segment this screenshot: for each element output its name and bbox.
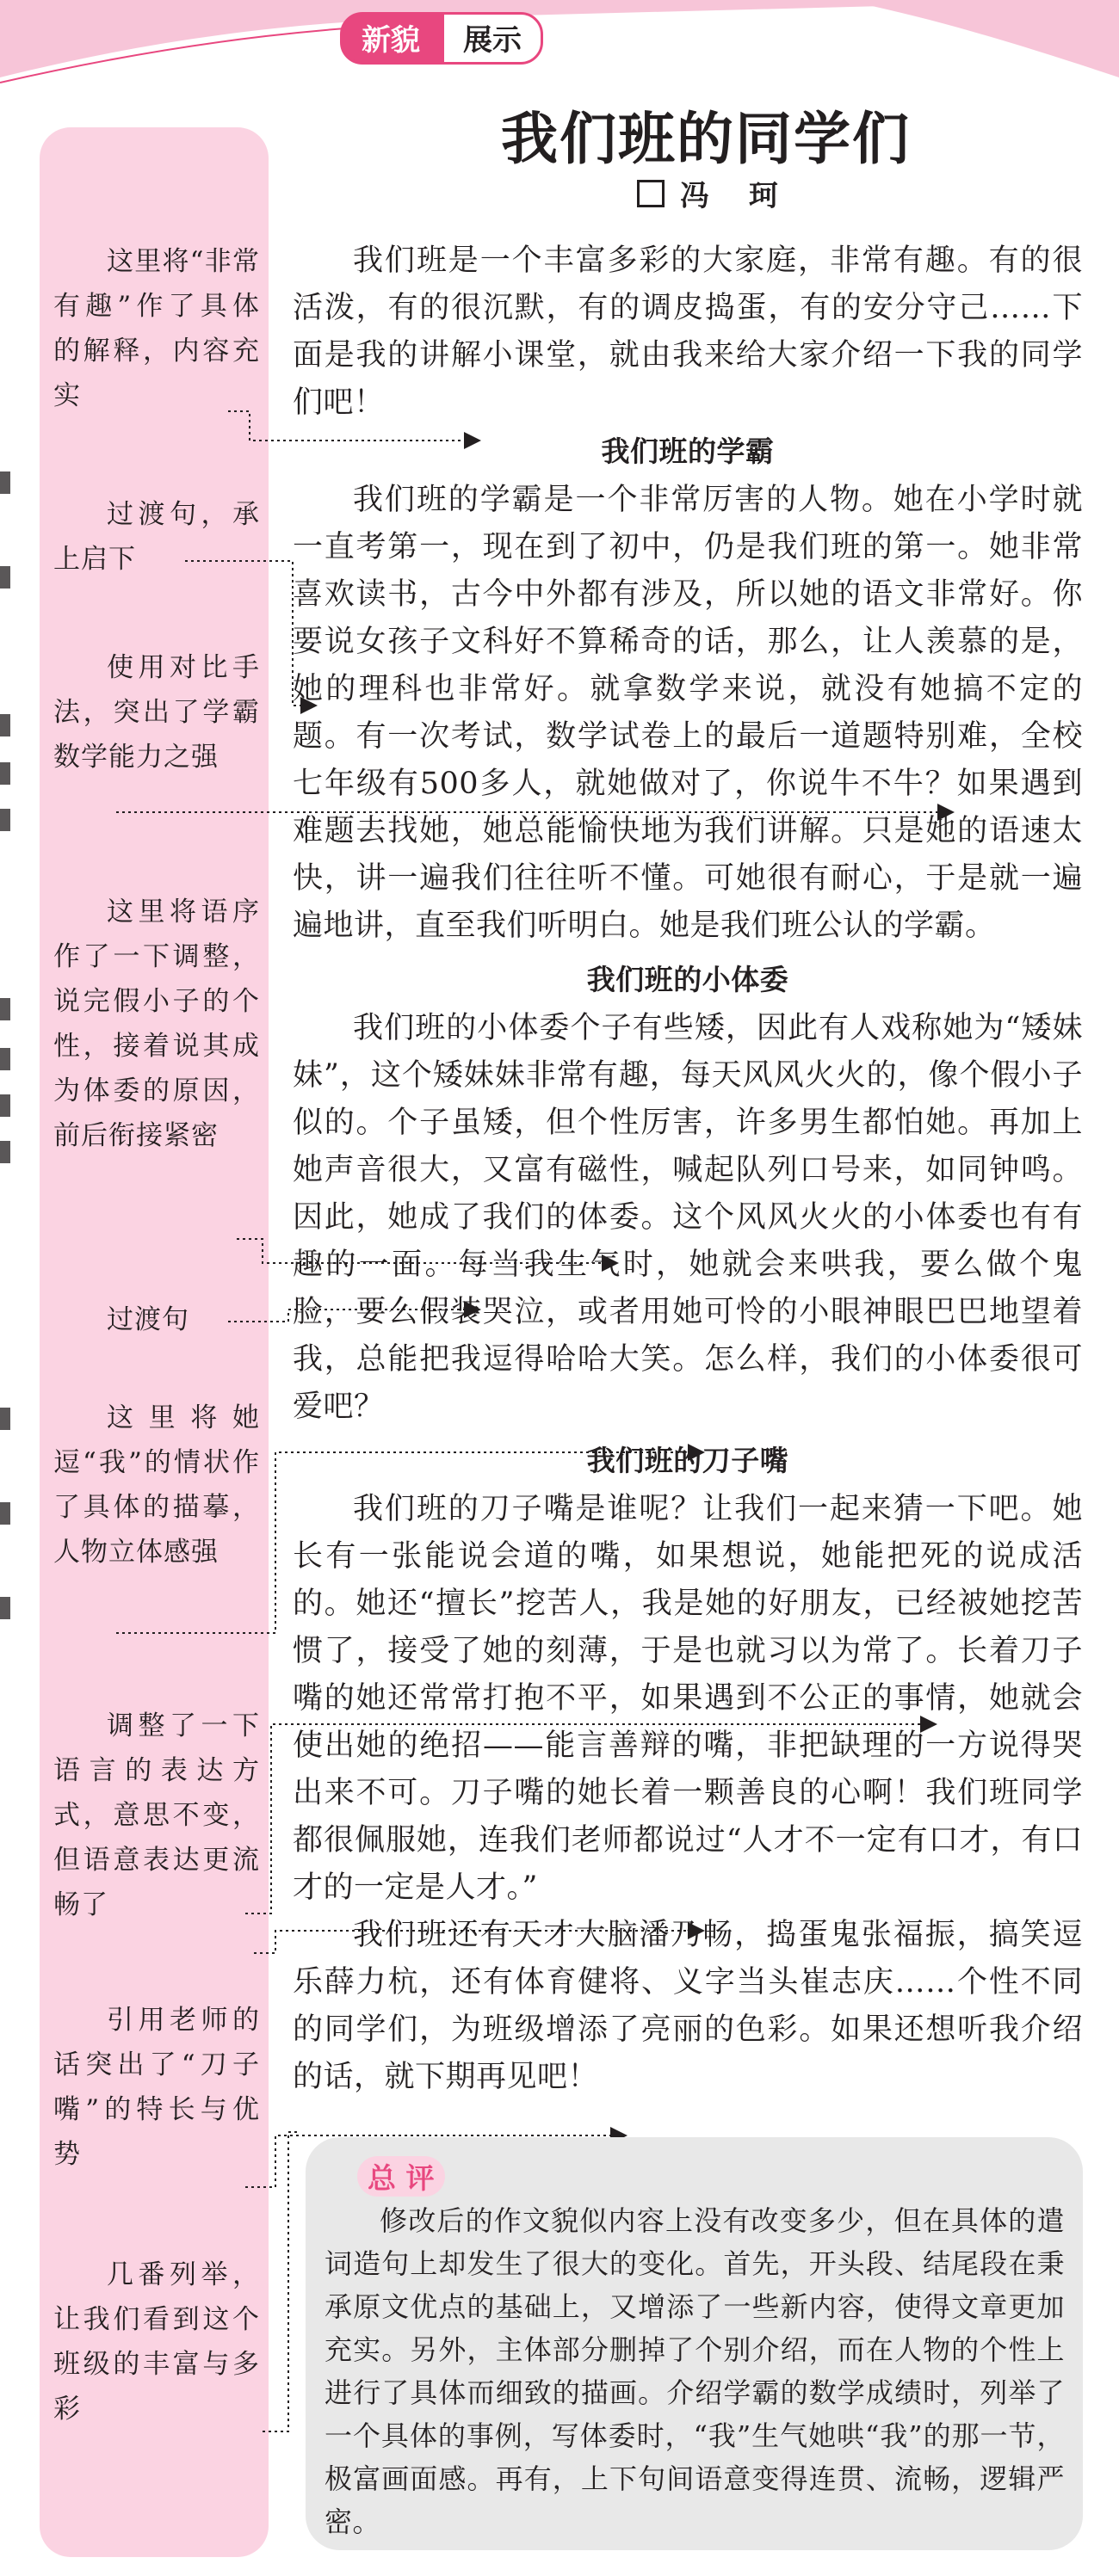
edge-glyph <box>0 809 10 831</box>
author-byline <box>637 172 783 214</box>
edge-glyph <box>0 1408 10 1430</box>
annotation-8: 引用老师的话突出了“刀子嘴”的特长与优势 <box>53 2005 260 2170</box>
edge-glyph <box>0 714 10 736</box>
edge-glyph <box>0 1141 10 1163</box>
edge-glyph <box>0 471 10 494</box>
article-title: 我们班的同学们 <box>501 106 911 172</box>
badge-right: 展示 <box>442 12 543 65</box>
annotation-6: 这里将她逗“我”的情状作了具体的描摹，人物立体感强 <box>53 1402 260 1568</box>
edge-glyph <box>0 998 10 1020</box>
article-body <box>293 237 1083 2101</box>
outro-paragraph: 我们班还有天才大脑潘乃畅，捣蛋鬼张福振，搞笑逗乐薛力杭，还有体育健将、义字当头崔志庆……个性不同的同学们，为班级增添了亮丽的色彩。如果还想听我介绍的话，就下期再见吧！ <box>293 1918 1083 2094</box>
review-box <box>306 2137 1083 2550</box>
edge-glyph <box>0 1502 10 1525</box>
section-heading: 我们班的刀子嘴 <box>586 1444 789 1477</box>
review-label: 总 评 <box>357 2156 445 2197</box>
edge-glyph <box>0 566 10 589</box>
annotation-9: 几番列举，让我们看到这个班级的丰富与多彩 <box>53 2259 260 2425</box>
review-text: 修改后的作文貌似内容上没有改变多少，但在具体的遣词造句上却发生了很大的变化。首先，开头段、结尾段在秉承原文优点的基础上，又增添了一些新内容，使得文章更加充实。另外，主体部分删掉了个别介绍，而在人物的个性上进行了具体而细致的描画。介绍学霸的数学成绩时，列举了一个具体的事例，写体委时，“我”生气她哄“我”的那一节，极富画面感。再有，上下句间语意变得连贯、流畅，逻辑严密。 <box>325 2204 1065 2538</box>
section-heading: 我们班的学霸 <box>601 434 775 468</box>
edge-glyph <box>0 1094 10 1117</box>
author-name: 冯 珂 <box>680 179 783 213</box>
body-paragraph: 我们班的学霸是一个非常厉害的人物。她在小学时就一直考第一，现在到了初中，仍是我们班的第一。她非常喜欢读书，古今中外都有涉及，所以她的语文非常好。你要说女孩子文科好不算稀奇的话，那么，让人羡慕的是，她的理科也非常好。就拿数学来说，就没有她搞不定的题。有一次考试，数学试卷上的最后一道题特别难，全校七年级有500多人，就她做对了，你说牛不牛？如果遇到难题去找她，她总能愉快地为我们讲解。只是她的语速太快，讲一遍我们往往听不懂。可她很有耐心，于是就一遍遍地讲，直至我们听明白。她是我们班公认的学霸。 <box>293 483 1083 943</box>
edge-glyph <box>0 1597 10 1619</box>
annotation-5: 过渡句 <box>107 1304 189 1335</box>
column-badge <box>340 14 543 62</box>
body-paragraph: 我们班的刀子嘴是谁呢？让我们一起来猜一下吧。她长有一张能说会道的嘴，如果想说，她能把死的说成活的。她还“擅长”挖苦人，我是她的好朋友，已经被她挖苦惯了，接受了她的刻薄，于是也就习以为常了。长着刀子嘴的她还常常打抱不平，如果遇到不公正的事情，她就会使出她的绝招——能言善辩的嘴，非把缺理的一方说得哭出来不可。刀子嘴的她长着一颗善良的心啊！我们班同学都很佩服她，连我们老师都说过“人才不一定有口才，有口才的一定是人才。” <box>293 1492 1083 1905</box>
header-swoosh <box>0 0 1119 103</box>
edge-glyph <box>0 1048 10 1070</box>
edge-glyph <box>0 762 10 785</box>
author-box-icon <box>637 180 665 207</box>
intro-paragraph: 我们班是一个丰富多彩的大家庭，非常有趣。有的很活泼，有的很沉默，有的调皮捣蛋，有的安分守己……下面是我的讲解小课堂，就由我来给大家介绍一下我的同学们吧！ <box>293 243 1083 420</box>
body-paragraph: 我们班的小体委个子有些矮，因此有人戏称她为“矮妹妹”，这个矮妹妹非常有趣，每天风风火火的，像个假小子似的。个子虽矮，但个性厉害，许多男生都怕她。再加上她声音很大，又富有磁性，喊起队列口号来，如同钟鸣。因此，她成了我们的体委。这个风风火火的小体委也有有趣的一面。每当我生气时，她就会来哄我，要么做个鬼脸，要么假装哭泣，或者用她可怜的小眼神眼巴巴地望着我，总能把我逗得哈哈大笑。怎么样，我们的小体委很可爱吧？ <box>293 1011 1083 1424</box>
section-heading: 我们班的小体委 <box>586 963 789 996</box>
annotation-1: 这里将“非常有趣”作了具体的解释，内容充实 <box>53 246 260 411</box>
badge-left: 新貌 <box>340 12 442 65</box>
annotation-3: 使用对比手法，突出了学霸数学能力之强 <box>53 652 260 773</box>
annotation-7: 调整了一下语言的表达方式，意思不变，但语意表达更流畅了 <box>53 1710 260 1920</box>
annotation-2: 过渡句，承上启下 <box>53 499 260 575</box>
annotation-4: 这里将语序作了一下调整，说完假小子的个性，接着说其成为体委的原因，前后衔接紧密 <box>53 897 260 1151</box>
